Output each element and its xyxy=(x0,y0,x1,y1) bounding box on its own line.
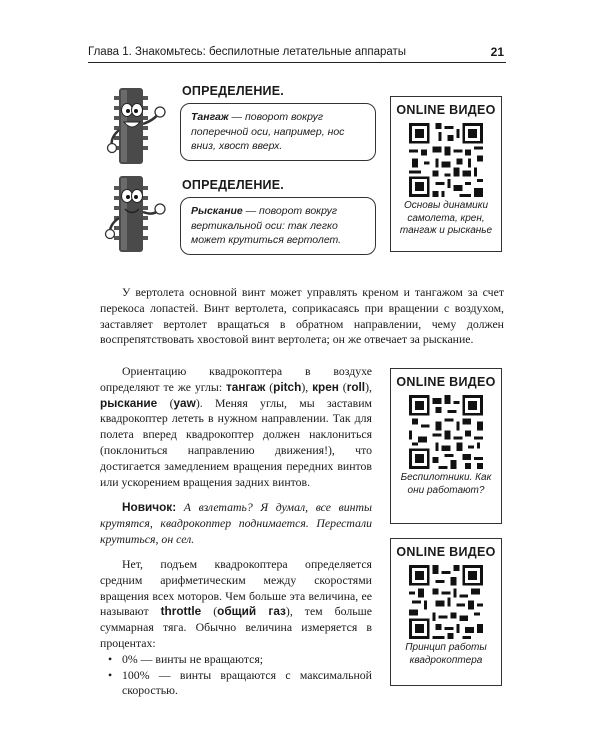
paragraph-text xyxy=(100,500,372,547)
term: pitch xyxy=(273,379,302,394)
term: крен xyxy=(312,379,339,394)
text-run: ( xyxy=(201,604,218,619)
definition-box xyxy=(180,103,376,161)
text-run: ( xyxy=(338,379,347,394)
video-title: ONLINE ВИДЕО xyxy=(396,545,496,559)
novice-paragraph xyxy=(100,500,372,547)
term: тангаж xyxy=(226,379,266,394)
text-run: Ориентацию квадрокоптера в воздухе определяют те же углы: xyxy=(100,364,372,394)
chip-mascot-icon xyxy=(100,172,172,256)
bullet-list xyxy=(100,652,372,699)
term: throttle xyxy=(160,604,202,619)
list-item xyxy=(100,668,372,700)
list-item-text: 100% — винты вращаются с максимальной скоростью. xyxy=(122,667,372,698)
definition-term: Тангаж xyxy=(191,111,229,123)
video-caption: Основы динамики самолета, крен, тангаж и рысканье xyxy=(399,200,493,236)
paragraph-text xyxy=(100,364,372,490)
definition-heading: ОПРЕДЕЛЕНИЕ. xyxy=(182,178,284,192)
novice-text: А взлетать? Я думал, все винты крутятся, квадрокоптер поднимается. Перестали крутиться, он сел. xyxy=(100,500,372,546)
definition-term: Рыскание xyxy=(191,205,243,217)
qr-code-icon[interactable] xyxy=(409,395,483,469)
list-item-text: 0% — винты не вращаются; xyxy=(122,651,264,666)
qr-code-icon[interactable] xyxy=(409,123,483,197)
video-title: ONLINE ВИДЕО xyxy=(396,103,496,117)
paragraph xyxy=(100,285,504,348)
text-run: Нет, подъем квадрокоптера определяется средним арифметическим между скоростями вращения всех моторов. Чем больше эта величина, ее называют xyxy=(100,557,372,619)
video-caption: Принцип работы квадрокоптера xyxy=(405,642,487,666)
definition-text: — поворот вокруг вертикальной оси: так легко может крутиться вертолет. xyxy=(191,205,342,246)
text-run: ). Меняя углы, мы заставим квадрокоптер лететь в нужном направлении. Так для полета вперед квадрокоптер должен наклониться (поклониться направлению движения!), что достигается замедлением вращения передних винтов или ускорением вращения задних винтов. xyxy=(100,395,372,489)
definition-heading: ОПРЕДЕЛЕНИЕ. xyxy=(182,84,284,98)
term: рыскание xyxy=(100,395,158,410)
video-caption: Беспилотники. Как они работают? xyxy=(400,472,492,496)
paragraph-text xyxy=(100,557,372,652)
bullet-icon: • xyxy=(108,667,113,682)
text-run: ), xyxy=(365,379,372,394)
video-title: ONLINE ВИДЕО xyxy=(396,375,496,389)
text-run: ( xyxy=(265,379,274,394)
text-run: ), тем больше суммарная тяга. Обычно величина измеряется в процентах: xyxy=(100,604,372,650)
text-run: ), xyxy=(301,379,313,394)
term: общий газ xyxy=(217,604,286,619)
paragraph-text: У вертолета основной винт может управлять креном и тангажом за счет перекоса лопастей. Винт вертолета, соприкасаясь при вращении с воздухом, заставляет вертолет вращаться в обратном направлении, чему должен воспрепятствовать хвостовой винт вертолета; он же отвечает за рыскание. xyxy=(100,285,504,347)
definition-text: — поворот вокруг поперечной оси, например, нос вниз, хвост вверх. xyxy=(191,111,345,152)
paragraph xyxy=(100,557,372,699)
online-video-box[interactable] xyxy=(390,368,502,524)
chapter-title: Глава 1. Знакомьтесь: беспилотные летательные аппараты xyxy=(88,46,407,58)
paragraph xyxy=(100,364,372,490)
term: yaw xyxy=(173,395,196,410)
text-run: ( xyxy=(157,395,174,410)
page-number: 21 xyxy=(490,45,504,59)
list-item xyxy=(100,652,372,668)
novice-label: Новичок: xyxy=(122,500,177,514)
term: roll xyxy=(346,379,366,394)
chip-mascot-icon xyxy=(100,84,172,168)
running-header xyxy=(88,44,506,63)
definition-box xyxy=(180,197,376,255)
qr-code-icon[interactable] xyxy=(409,565,483,639)
online-video-box[interactable] xyxy=(390,538,502,686)
bullet-icon: • xyxy=(108,651,113,666)
online-video-box[interactable] xyxy=(390,96,502,252)
